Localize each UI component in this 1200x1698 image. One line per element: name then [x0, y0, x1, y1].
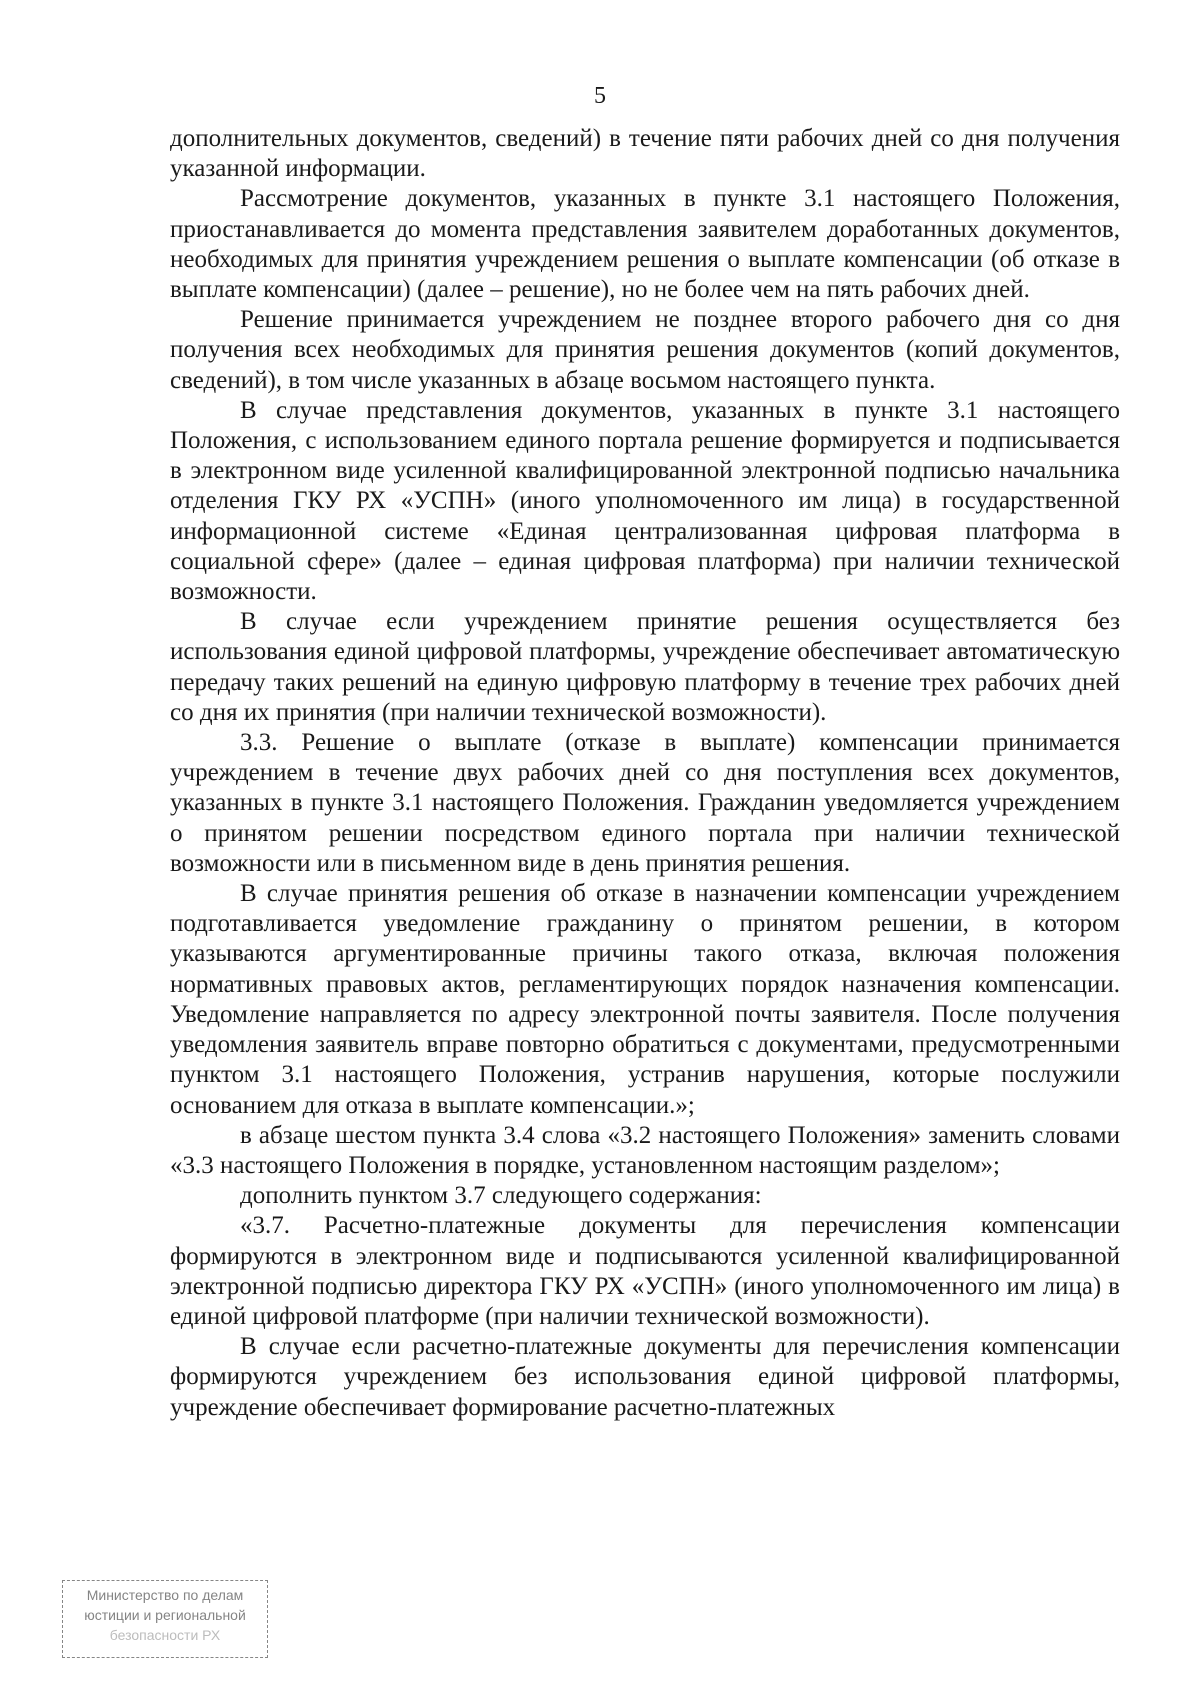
document-body	[170, 124, 1120, 1423]
paragraph-amendment: дополнить пунктом 3.7 следующего содержания:	[240, 1182, 762, 1210]
paragraph: В случае принятия решения об отказе в назначении компенсации учреждением подготавливается уведомление гражданину о принятом решении, в котором указываются аргументированные причины такого отказа, включая положения нормативных правовых актов, регламентирующих порядок назначения компенсации. Уведомление направляется по адресу электронной почты заявителя. После получения уведомления заявитель вправе повторно обратиться с документами, предусмотренными пунктом 3.1 настоящего Положения, устранив нарушения, которые послужили основанием для отказа в выплате компенсации.»;	[170, 880, 1120, 1119]
paragraph-clause-3-3: 3.3. Решение о выплате (отказе в выплате) компенсации принимается учреждением в течение двух рабочих дней со дня поступления всех документов, указанных в пункте 3.1 настоящего Положения. Гражданин уведомляется учреждением о принятом решении посредством единого портала при наличии технической возможности или в письменном виде в день принятия решения.	[170, 729, 1120, 877]
page-number: 5	[594, 83, 606, 109]
stamp-line: юстиции и региональной	[84, 1607, 246, 1623]
stamp-line: безопасности РХ	[109, 1627, 221, 1643]
ministry-stamp	[62, 1580, 268, 1658]
paragraph: В случае если расчетно-платежные документы для перечисления компенсации формируются учреждением без использования единой цифровой платформы, учреждение обеспечивает формирование расчетно-платежных	[170, 1333, 1120, 1421]
paragraph: Решение принимается учреждением не позднее второго рабочего дня со дня получения всех необходимых для принятия решения документов (копий документов, сведений), в том числе указанных в абзаце восьмом настоящего пункта.	[170, 306, 1120, 394]
stamp-line: Министерство по делам	[86, 1587, 244, 1603]
paragraph-continuation: дополнительных документов, сведений) в течение пяти рабочих дней со дня получения указанной информации.	[170, 125, 1120, 183]
paragraph: Рассмотрение документов, указанных в пункте 3.1 настоящего Положения, приостанавливается до момента представления заявителем доработанных документов, необходимых для принятия учреждением решения о выплате компенсации (об отказе в выплате компенсации) (далее – решение), но не более чем на пять рабочих дней.	[170, 185, 1120, 304]
paragraph: В случае если учреждением принятие решения осуществляется без использования единой цифровой платформы, учреждение обеспечивает автоматическую передачу таких решений на единую цифровую платформу в течение трех рабочих дней со дня их принятия (при наличии технической возможности).	[170, 608, 1120, 726]
paragraph-amendment: в абзаце шестом пункта 3.4 слова «3.2 настоящего Положения» заменить словами «3.3 настоящего Положения в порядке, установленном настоящим разделом»;	[170, 1121, 1120, 1179]
paragraph: В случае представления документов, указанных в пункте 3.1 настоящего Положения, с использованием единого портала решение формируется и подписывается в электронном виде усиленной квалифицированной электронной подписью начальника отделения ГКУ РХ «УСПН» (иного уполномоченного им лица) в государственной информационной системе «Единая централизованная цифровая платформа в социальной сфере» (далее – единая цифровая платформа) при наличии технической возможности.	[170, 396, 1120, 606]
paragraph-clause-3-7: «3.7. Расчетно-платежные документы для перечисления компенсации формируются в электронном виде и подписываются усиленной квалифицированной электронной подписью директора ГКУ РХ «УСПН» (иного уполномоченного им лица) в единой цифровой платформе (при наличии технической возможности).	[170, 1212, 1120, 1330]
